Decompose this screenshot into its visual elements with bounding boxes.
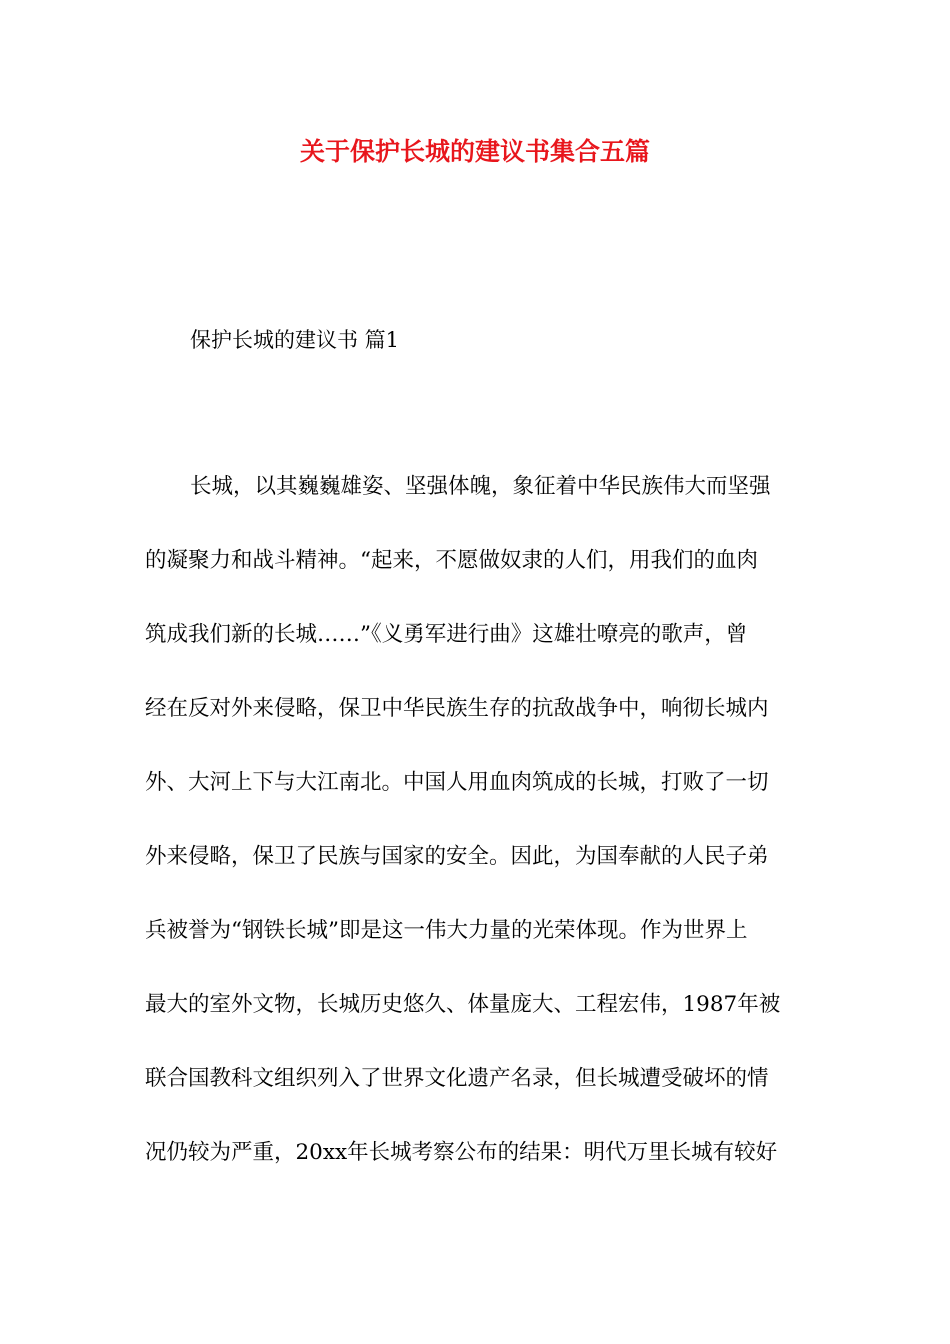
body-line: 联合国教科文组织列入了世界文化遗产名录，但长城遭受破坏的情: [145, 1066, 769, 1091]
body-paragraph: [145, 467, 845, 1207]
body-line: 筑成我们新的长城……”《义勇军进行曲》这雄壮嘹亮的歌声，曾: [145, 622, 748, 647]
section-heading: 保护长城的建议书 篇1: [190, 328, 400, 352]
body-line: 最大的室外文物，长城历史悠久、体量庞大、工程宏伟，1987年被: [145, 992, 781, 1017]
body-line: 经在反对外来侵略，保卫中华民族生存的抗敌战争中，响彻长城内: [145, 696, 769, 721]
body-line: 长城，以其巍巍雄姿、坚强体魄，象征着中华民族伟大而坚强: [190, 474, 771, 499]
body-line: 的凝聚力和战斗精神。“起来，不愿做奴隶的人们，用我们的血肉: [145, 548, 758, 573]
body-line: 兵被誉为“钢铁长城”即是这一伟大力量的光荣体现。作为世界上: [145, 918, 748, 943]
document-title: 关于保护长城的建议书集合五篇: [299, 137, 650, 166]
body-line: 况仍较为严重，20xx年长城考察公布的结果：明代万里长城有较好: [145, 1140, 778, 1165]
body-line: 外来侵略，保卫了民族与国家的安全。因此，为国奉献的人民子弟: [145, 844, 769, 869]
body-line: 外、大河上下与大江南北。中国人用血肉筑成的长城，打败了一切: [145, 770, 769, 795]
